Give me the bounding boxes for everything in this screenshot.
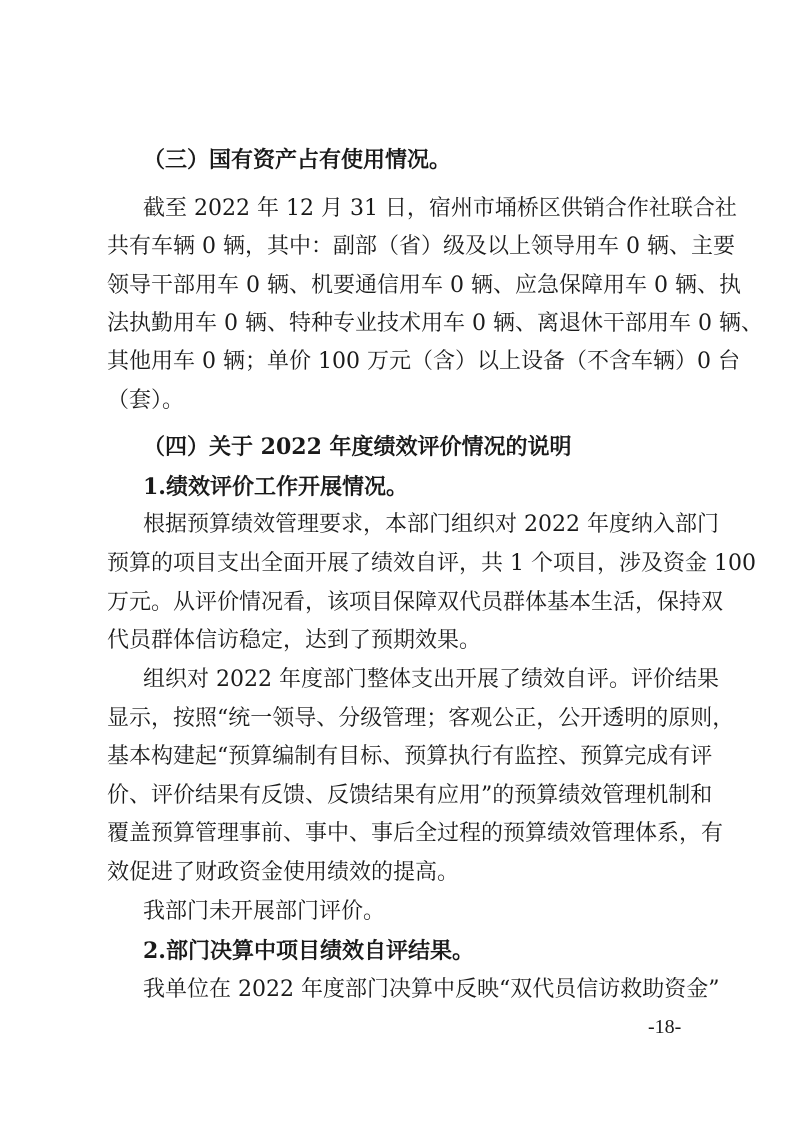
page-number: -18- bbox=[648, 1016, 682, 1038]
paragraph-line: 组织对 2022 年度部门整体支出开展了绩效自评。评价结果 bbox=[143, 667, 719, 692]
paragraph-line: （套）。 bbox=[107, 388, 185, 413]
paragraph-line: 价、评价结果有反馈、反馈结果有应用”的预算绩效管理机制和 bbox=[107, 783, 713, 808]
paragraph-line: 共有车辆 0 辆，其中：副部（省）级及以上领导用车 0 辆、主要 bbox=[107, 234, 735, 259]
paragraph-line: 基本构建起“预算编制有目标、预算执行有监控、预算完成有评 bbox=[107, 744, 713, 769]
paragraph-line: 法执勤用车 0 辆、特种专业技术用车 0 辆、离退休干部用车 0 辆、 bbox=[107, 311, 763, 336]
section-heading-performance: （四）关于 2022 年度绩效评价情况的说明 bbox=[143, 434, 572, 460]
paragraph-line: 覆盖预算管理事前、事中、事后全过程的预算绩效管理体系，有 bbox=[107, 821, 724, 846]
paragraph-line: 领导干部用车 0 辆、机要通信用车 0 辆、应急保障用车 0 辆、执 bbox=[107, 273, 741, 298]
paragraph-line: 代员群体信访稳定，达到了预期效果。 bbox=[107, 628, 482, 653]
paragraph-line: 根据预算绩效管理要求，本部门组织对 2022 年度纳入部门 bbox=[143, 512, 719, 537]
section-heading-assets: （三）国有资产占有使用情况。 bbox=[143, 147, 452, 173]
paragraph-line: 效促进了财政资金使用绩效的提高。 bbox=[107, 860, 460, 885]
paragraph-line: 其他用车 0 辆；单价 100 万元（含）以上设备（不含车辆）0 台 bbox=[107, 349, 740, 374]
paragraph-line: 截至 2022 年 12 月 31 日，宿州市埇桥区供销合作社联合社 bbox=[143, 196, 737, 221]
subheading-project-self-evaluation: 2.部门决算中项目绩效自评结果。 bbox=[143, 938, 474, 964]
paragraph-line: 我部门未开展部门评价。 bbox=[143, 899, 386, 924]
subheading-evaluation-work: 1.绩效评价工作开展情况。 bbox=[143, 474, 408, 500]
paragraph-line: 我单位在 2022 年度部门决算中反映“双代员信访救助资金” bbox=[143, 977, 720, 1002]
paragraph-line: 预算的项目支出全面开展了绩效自评，共 1 个项目，涉及资金 100 bbox=[107, 551, 756, 576]
paragraph-line: 万元。从评价情况看，该项目保障双代员群体基本生活，保持双 bbox=[107, 590, 724, 615]
paragraph-line: 显示，按照“统一领导、分级管理；客观公正，公开透明的原则， bbox=[107, 706, 735, 731]
